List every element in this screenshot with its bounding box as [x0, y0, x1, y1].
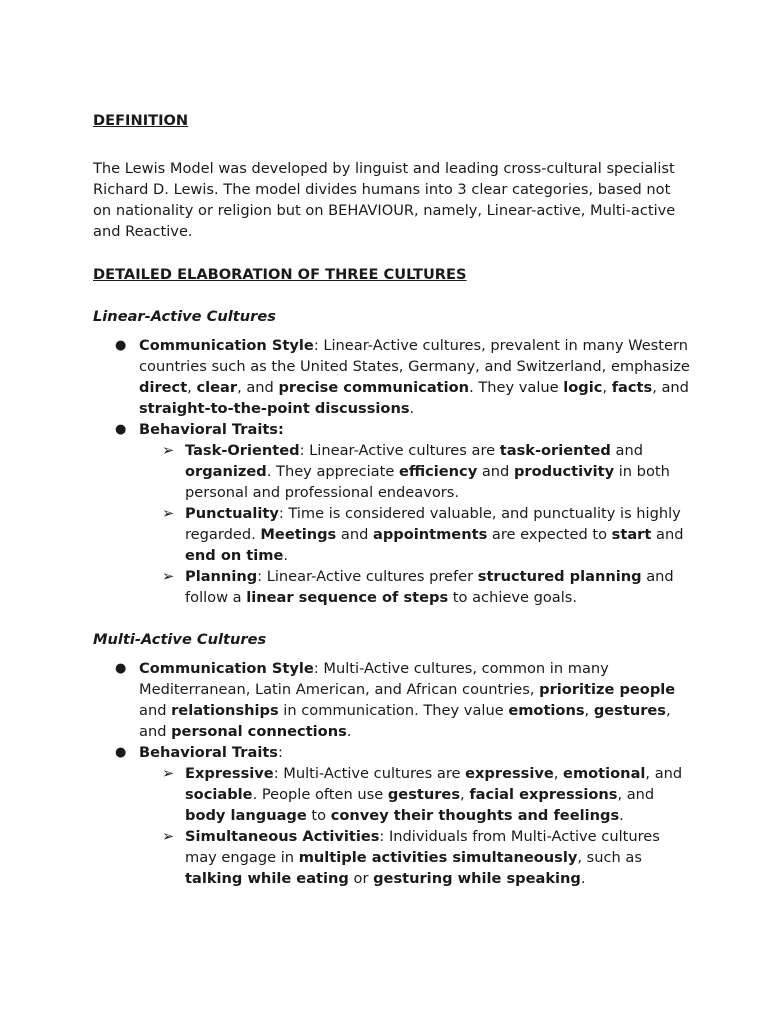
item-label: Behavioral Traits	[139, 744, 278, 761]
item-label: Communication Style	[139, 337, 314, 354]
list-item: ➢ Planning: Linear-Active cultures prefer structured planning and follow a linear sequence of steps to achieve goals.	[162, 568, 674, 606]
bullet-icon: ●	[115, 745, 127, 760]
linear-active-title: Linear-Active Cultures	[93, 308, 276, 325]
item-label: Behavioral Traits:	[139, 421, 284, 438]
bullet-icon: ●	[115, 422, 127, 437]
list-item: ➢ Punctuality: Time is considered valuable, and punctuality is highly regarded. Meetings and appointments are expected to start and end on time.	[162, 505, 684, 564]
list-item: ● Behavioral Traits: ➢ Expressive: Multi-Active cultures are expressive, emotional, and sociable. People often use gestures, facial expressions, and body language to convey their thoughts and feelings. ➢ Simultaneous Activities: Individuals from Multi-Active cultures may engage in multiple activities simultaneously, such as talking while eating or gesturing while speaking.	[93, 742, 693, 889]
multi-active-list	[93, 658, 693, 889]
document-body	[93, 110, 693, 889]
elaboration-heading: DETAILED ELABORATION OF THREE CULTURES	[93, 266, 467, 283]
arrow-icon: ➢	[162, 505, 175, 522]
arrow-icon: ➢	[162, 442, 175, 459]
definition-paragraph: The Lewis Model was developed by linguist and leading cross-cultural specialist Richard D. Lewis. The model divides humans into 3 clear categories, based not on nationality or religion but on BEHAVIOUR, namely, Linear-active, Multi-active and Reactive.	[93, 160, 676, 240]
bullet-icon: ●	[115, 338, 127, 353]
arrow-icon: ➢	[162, 568, 175, 585]
linear-active-list	[93, 335, 693, 608]
list-item: ➢ Expressive: Multi-Active cultures are expressive, emotional, and sociable. People often use gestures, facial expressions, and body language to convey their thoughts and feelings.	[162, 765, 683, 824]
item-label: Expressive	[185, 765, 274, 782]
list-item: ➢ Task-Oriented: Linear-Active cultures are task-oriented and organized. They appreciate efficiency and productivity in both personal and professional endeavors.	[162, 442, 670, 501]
item-label: Punctuality	[185, 505, 279, 522]
list-item: ● Communication Style: Linear-Active cultures, prevalent in many Western countries such as the United States, Germany, and Switzerland, emphasize direct, clear, and precise communication. They value logic, facts, and straight-to-the-point discussions.	[115, 337, 690, 417]
list-item	[93, 419, 693, 608]
multi-active-title: Multi-Active Cultures	[93, 631, 267, 648]
item-label: Task-Oriented	[185, 442, 300, 459]
linear-active-traits-list	[139, 440, 693, 608]
item-label: Planning	[185, 568, 258, 585]
item-label: Communication Style	[139, 660, 314, 677]
item-label: Simultaneous Activities	[185, 828, 380, 845]
list-item: ➢ Simultaneous Activities: Individuals from Multi-Active cultures may engage in multiple activities simultaneously, such as talking while eating or gesturing while speaking.	[162, 828, 660, 887]
list-item: ● Communication Style: Multi-Active cultures, common in many Mediterranean, Latin American, and African countries, prioritize people and relationships in communication. They value emotions, gestures, and personal connections.	[115, 660, 676, 740]
arrow-icon: ➢	[162, 765, 175, 782]
arrow-icon: ➢	[162, 828, 175, 845]
bullet-icon: ●	[115, 661, 127, 676]
multi-active-traits-list	[139, 763, 693, 889]
definition-heading: DEFINITION	[93, 112, 189, 129]
